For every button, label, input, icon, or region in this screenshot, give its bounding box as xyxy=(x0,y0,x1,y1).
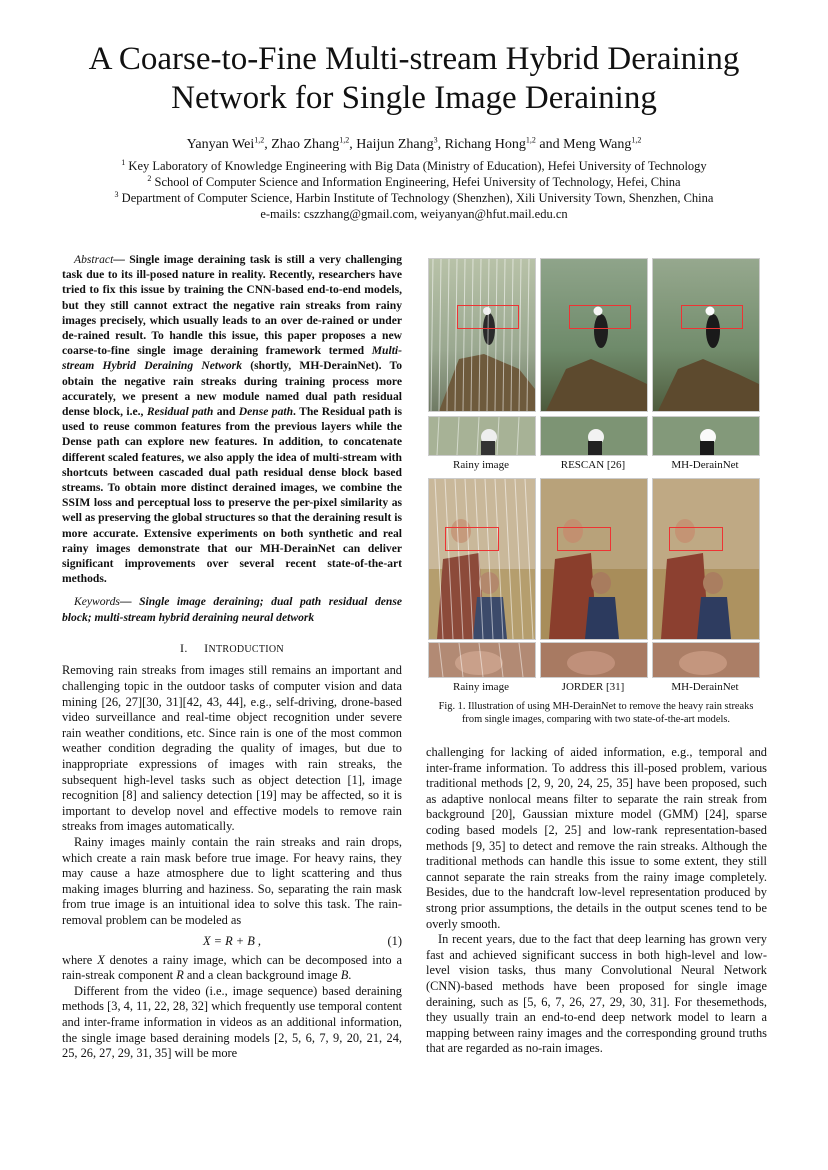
right-column xyxy=(426,745,767,1057)
rainy-people-zoom xyxy=(428,642,536,678)
section-heading: I. INTRODUCTION xyxy=(180,640,284,655)
mh-derainnet-people-image xyxy=(652,478,760,640)
mh-derainnet-bird-image xyxy=(652,258,760,412)
affiliation: $^1$ Key Laboratory of Knowledge Engineering with Big Data (Ministry of Education), Hefei University of Technology xyxy=(121,157,707,173)
mh-derainnet-people-zoom xyxy=(652,642,760,678)
zoom-region-box xyxy=(557,527,611,551)
abstract: Abstract— Single image deraining task is still a very challenging task due to its ill-posed nature in reality. Recently, researchers have tried to fix this issue by training the CNN-based end-to-end models, but they still cannot extract the negative rain streaks from rainy images precisely, which usually leads to an over de-rained or under de-rained result. To handle this issue, this paper proposes a new coarse-to-fine single image deraining framework termed Multi-stream Hybrid Deraining Network (shortly, MH-DerainNet). To obtain the negative rain streaks during training process more accurately, we present a new module named dual path residual dense block, i.e., Residual path and Dense path. The Residual path is used to reuse common features from the previous layers while the Dense path can explore new features. In addition, to concatenate different scaled features, we also apply the idea of multi-stream with shortcuts between cascaded dual path residual dense block based streams. To obtain more distinct derained images, we combine the SSIM loss and perceptual loss to preserve the per-pixel similarity as well as preserving the global structures so that the deraining result is more accurate. Extensive experiments on both synthetic and real rainy images demonstrate that our MH-DerainNet can deliver significant improvements over several recent state-of-the-art methods. xyxy=(62,253,402,586)
title-line-2: Network for Single Image Deraining xyxy=(171,80,657,116)
figure-label: RESCAN [26] xyxy=(560,459,626,471)
jorder-people-image xyxy=(540,478,648,640)
author: Yanyan Wei$^{1,2}$, xyxy=(186,135,272,152)
figure-label: MH-DerainNet xyxy=(671,681,739,693)
rainy-bird-zoom xyxy=(428,416,536,456)
mh-derainnet-bird-zoom xyxy=(652,416,760,456)
affiliation: $^2$ School of Computer Science and Information Engineering, Hefei University of Technology, Hefei, China xyxy=(147,173,681,189)
figure-label: JORDER [31] xyxy=(561,681,625,693)
zoom-region-box xyxy=(457,305,519,329)
rescan-bird-image xyxy=(540,258,648,412)
author-list xyxy=(0,136,828,153)
paragraph: where X denotes a rainy image, which can be decomposed into a rain-streak component R and a clean background image B. xyxy=(62,952,402,983)
emails: e-mails: cszzhang@gmail.com, weiyanyan@hfut.mail.edu.cn xyxy=(260,207,568,221)
figure-label: Rainy image xyxy=(453,681,509,693)
paragraph: In recent years, due to the fact that deep learning has grown very fast and achieved significant success in both high-level and low-level vision tasks, thus many Convolutional Neural Network (CNN)-based methods have been proposed for single image deraining, such as [5, 6, 7, 26, 27, 29, 30, 31]. For thesemethods, they usually train an end-to-end deep network model to learn a mapping between rainy images and the corresponding ground truths that are regarded as no-rain images. xyxy=(426,932,767,1056)
equation-formula: X = R + B , xyxy=(202,933,261,948)
equation xyxy=(62,929,402,953)
figure-caption: Fig. 1. Illustration of using MH-DerainNet to remove the heavy rain streaks from single images, comparing with two state-of-the-art models. xyxy=(438,701,754,725)
paragraph: Different from the video (i.e., image sequence) based deraining methods [3, 4, 11, 22, 28, 32] which frequently use temporal content and inter-frame information in videos as an additional information, the single image based deraining models [2, 5, 6, 7, 9, 20, 21, 24, 25, 26, 27, 29, 31, 35] will be more xyxy=(62,983,402,1061)
affiliations xyxy=(0,158,828,222)
affiliation: $^3$ Department of Computer Science, Harbin Institute of Technology (Shenzhen), Xili University Town, Shenzhen, China xyxy=(114,189,714,205)
keywords: Keywords— Single image deraining; dual path residual dense block; multi-stream hybrid deraining neural detwork xyxy=(62,595,402,624)
jorder-people-zoom xyxy=(540,642,648,678)
author: Zhao Zhang$^{1,2}$, xyxy=(271,135,357,152)
paper-title xyxy=(0,40,828,118)
author: Richang Hong$^{1,2}$ and xyxy=(444,135,564,152)
zoom-region-box xyxy=(681,305,743,329)
author: Meng Wang$^{1,2}$ xyxy=(563,135,642,152)
paragraph: Removing rain streaks from images still remains an important and challenging topic in the outdoor tasks of computer vision and data mining [26, 27][30, 31][42, 43, 44], e.g., self-driving, drone-based video surveillance and real-time object recognition under severe rain weather conditions, etc. Since rain is one of the most common weather condition degrading the quality of images, but due to inappropriate expressions of images with rain streaks, the subsequent high-level tasks such as object detection [1], image recognition [8] and saliency detection [19] may be affected, so it is important to develop novel and effective models to remove rain streaks from images automatically. xyxy=(62,663,402,834)
left-column xyxy=(62,252,402,1062)
figure-label: MH-DerainNet xyxy=(671,459,739,471)
title-line-1: A Coarse-to-Fine Multi-stream Hybrid Deraining xyxy=(88,41,740,77)
rescan-bird-zoom xyxy=(540,416,648,456)
paragraph: challenging for lacking of aided information, e.g., temporal and inter-frame information. To address this ill-posed problem, various traditional methods [2, 9, 20, 24, 25, 35] have been proposed, such as adaptive nonlocal means filter to separate the rain streak from background [20], Gaussian mixture model (GMM) [24], sparse coding based models [2, 25] and low-rank representation-based methods [9, 35] to detect and remove the rain streaks. Although the traditional methods can handle this issue to some extent, they still cannot separate the rain streaks from the rainy image completely. Besides, due to the handcraft low-level representation produced by strong prior assumptions, the details in the output scenes tend to be overly smooth. xyxy=(426,745,767,931)
figure-label: Rainy image xyxy=(453,459,509,471)
zoom-region-box xyxy=(569,305,631,329)
zoom-region-box xyxy=(669,527,723,551)
equation-number: (1) xyxy=(387,933,402,948)
author: Haijun Zhang$^3$, xyxy=(356,135,445,152)
zoom-region-box xyxy=(445,527,499,551)
rainy-people-image xyxy=(428,478,536,640)
paragraph: Rainy images mainly contain the rain streaks and rain drops, which create a rain mask before true image. For heavy rains, they may cause a haze atmosphere due to light scattering and thus making images blurring and haziness. So, separating the rain mask from true image is an intuitional idea to solve this task. The rain-removal problem can be modeled as xyxy=(62,835,402,927)
rainy-bird-image xyxy=(428,258,536,412)
